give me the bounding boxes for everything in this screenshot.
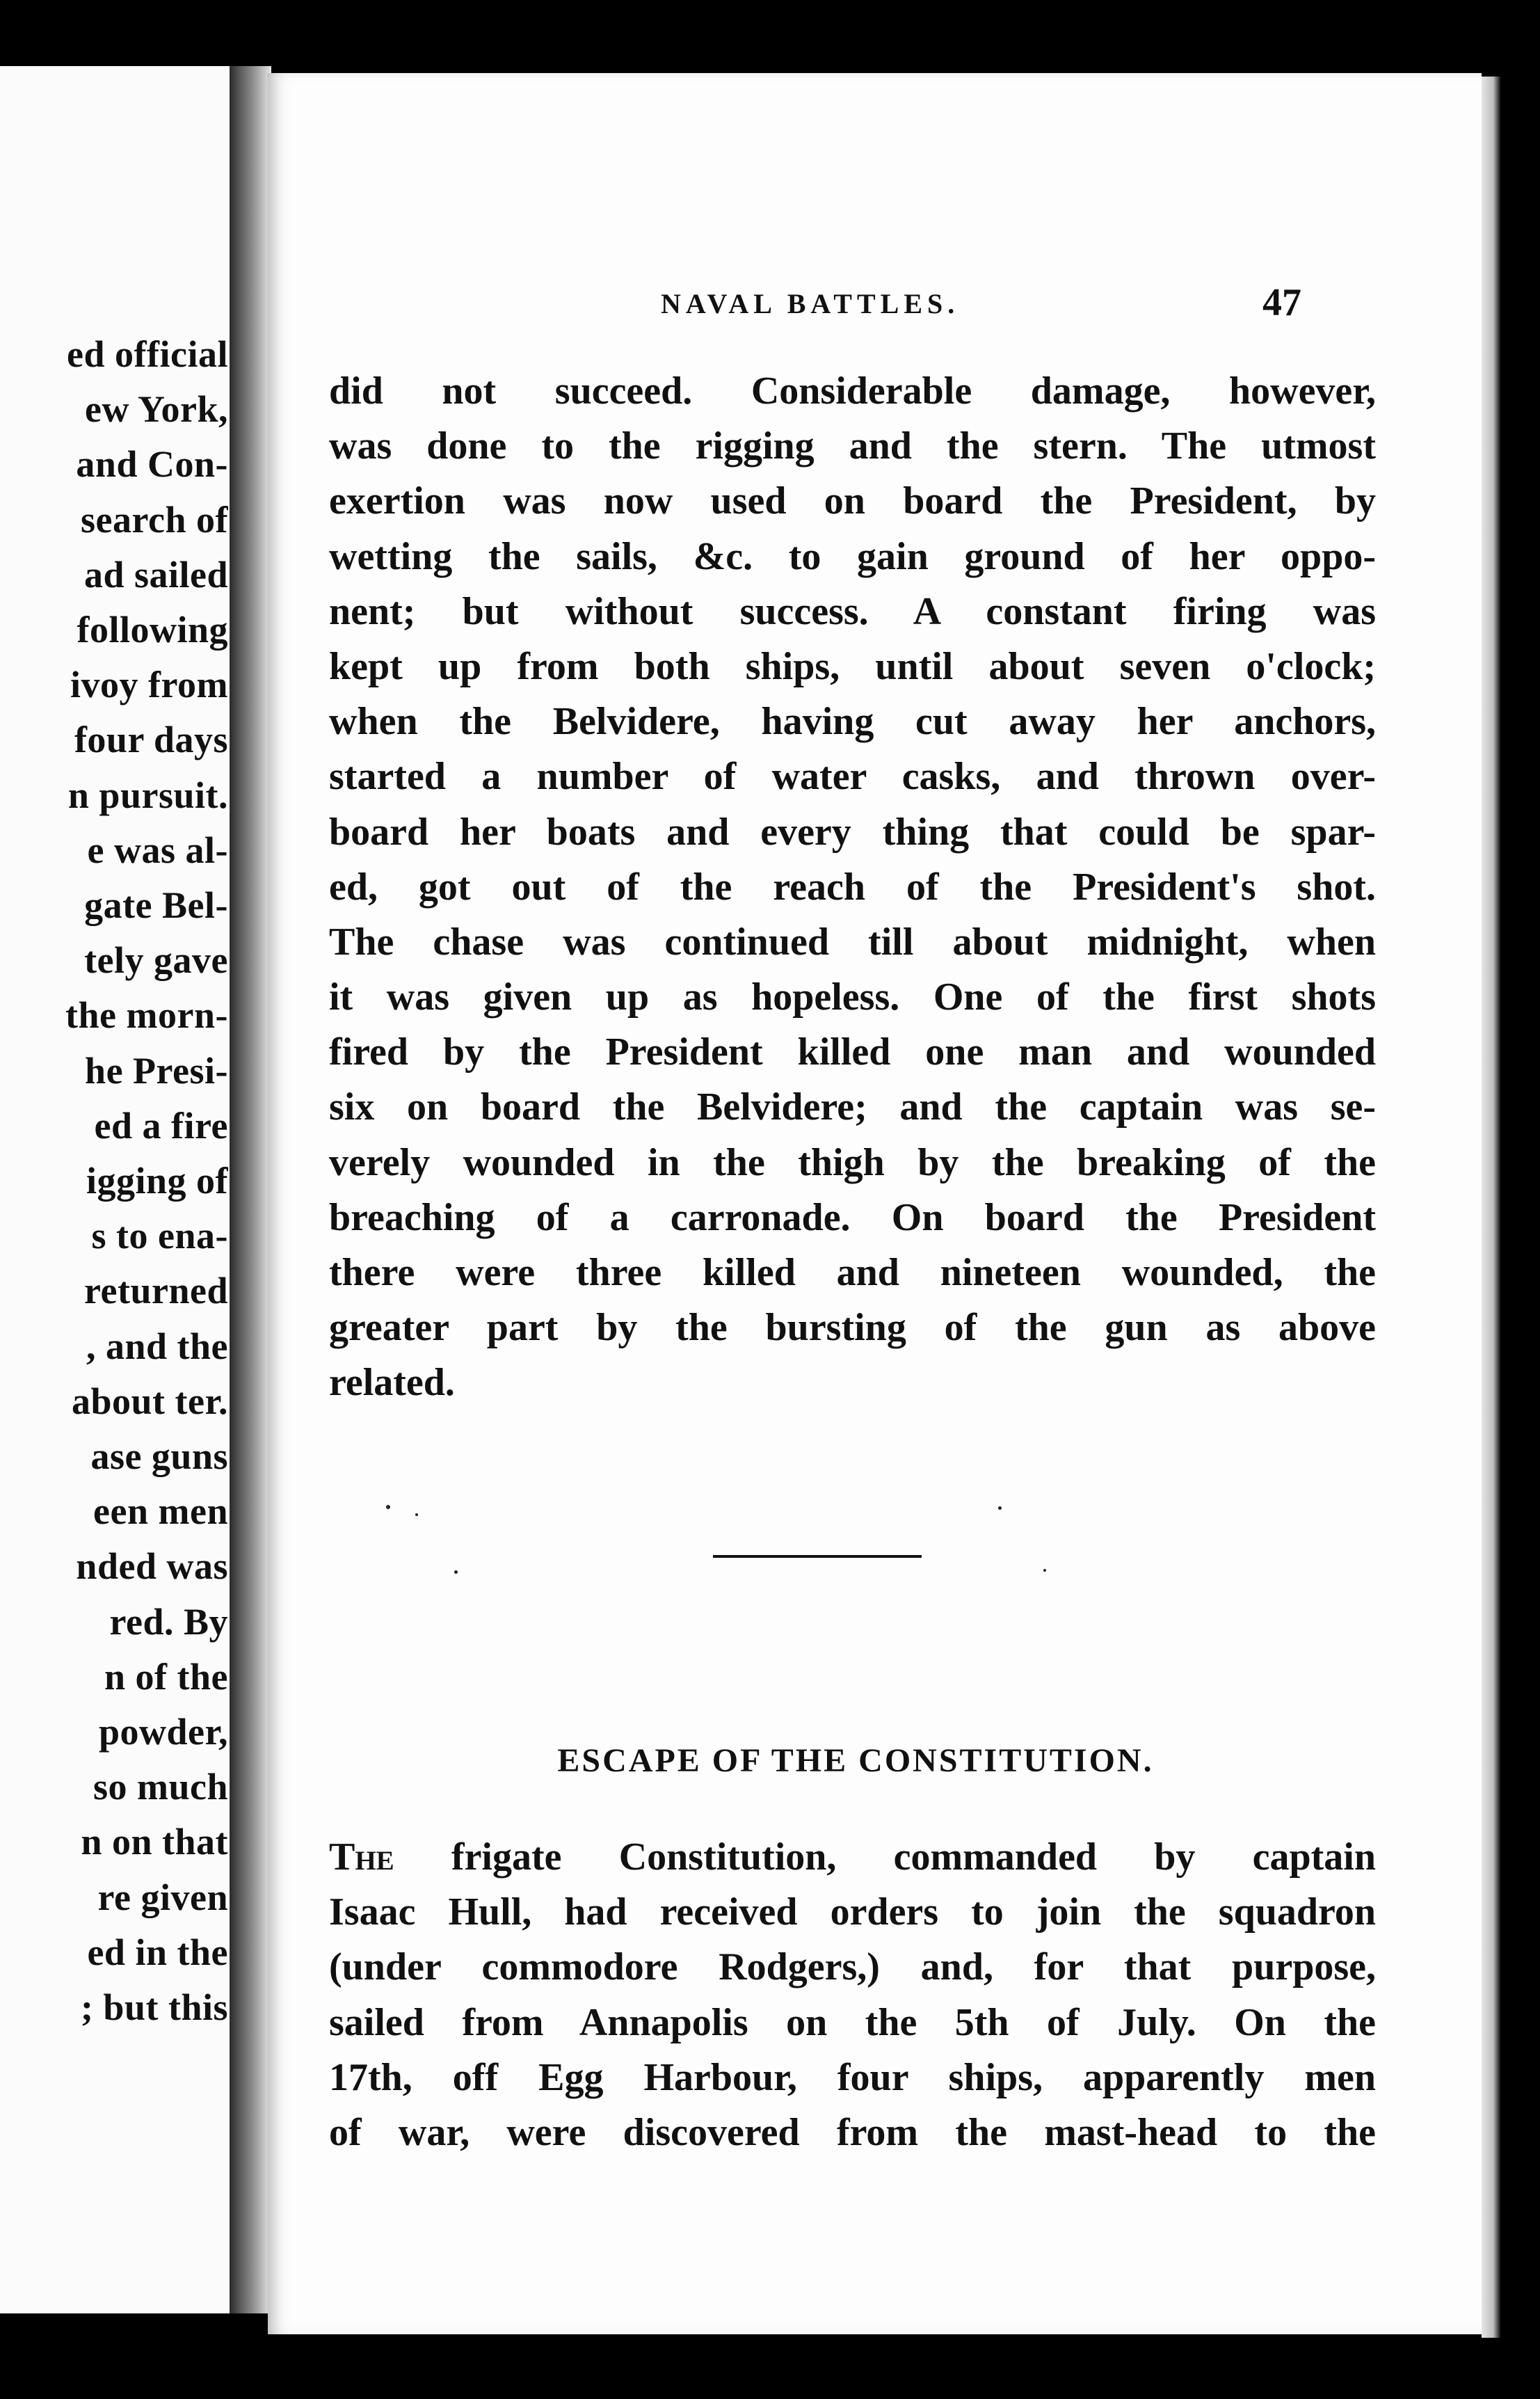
facing-page-text — [65, 327, 228, 2035]
text-line: 17th, off Egg Harbour, four ships, apparently men — [329, 2055, 1376, 2099]
section-divider-rule — [713, 1555, 922, 1558]
facing-line: ase guns — [90, 1435, 228, 1478]
first-line-rest: frigate Constitution, commanded by captain — [394, 1835, 1376, 1879]
facing-line: e was al- — [87, 829, 228, 871]
facing-line: search of — [81, 498, 228, 541]
running-head — [268, 280, 1482, 336]
paragraph-constitution — [329, 1830, 1376, 2160]
facing-line: re given — [97, 1876, 228, 1918]
facing-line: tely gave — [84, 939, 228, 982]
facing-line: ew York, — [85, 388, 228, 431]
text-line: (under commodore Rodgers,) and, for that purpose, — [329, 1945, 1376, 1989]
facing-line: ed a fire — [94, 1104, 228, 1147]
text-line-first — [329, 1830, 1376, 1885]
page-edge — [1482, 77, 1501, 2338]
text-line: ed, got out of the reach of the President's shot. — [329, 865, 1376, 909]
book-gutter — [230, 66, 271, 2313]
facing-line: igging of — [86, 1160, 228, 1202]
facing-line: following — [77, 609, 228, 651]
main-page — [268, 73, 1482, 2334]
text-line: did not succeed. Considerable damage, however, — [329, 369, 1376, 413]
facing-line: ivoy from — [70, 664, 228, 706]
facing-line: n of the — [104, 1655, 228, 1698]
facing-line: so much — [93, 1766, 228, 1808]
facing-line: een men — [93, 1490, 228, 1533]
text-line: nent; but without success. A constant firing was — [329, 589, 1376, 633]
facing-line: gate Bel- — [84, 884, 228, 927]
scan-speck — [415, 1513, 418, 1516]
scan-speck — [1043, 1569, 1046, 1572]
text-line: related. — [329, 1361, 455, 1405]
text-line: The chase was continued till about midnight, when — [329, 920, 1376, 964]
scan-speck — [454, 1570, 458, 1574]
facing-line: he Presi- — [85, 1049, 228, 1092]
facing-line: ed official — [67, 333, 228, 375]
facing-line: powder, — [98, 1711, 228, 1753]
facing-line: ad sailed — [83, 553, 228, 596]
text-line: wetting the sails, &c. to gain ground of her oppo- — [329, 534, 1376, 578]
text-line: six on board the Belvidere; and the captain was se- — [329, 1085, 1376, 1129]
text-line: when the Belvidere, having cut away her anchors, — [329, 700, 1376, 744]
facing-line: nded was — [76, 1545, 228, 1588]
running-title: NAVAL BATTLES. — [661, 288, 960, 319]
text-line: board her boats and every thing that could be spar- — [329, 810, 1376, 854]
facing-line: returned — [84, 1270, 228, 1312]
facing-line: n pursuit. — [67, 774, 228, 816]
text-line: fired by the President killed one man and wounded — [329, 1030, 1376, 1074]
facing-line: ; but this — [80, 1986, 228, 2029]
scan-speck — [998, 1506, 1002, 1510]
text-line: verely wounded in the thigh by the breaking of the — [329, 1140, 1376, 1184]
paragraph-lead-word: The — [329, 1835, 394, 1879]
text-line: kept up from both ships, until about seven o'clock; — [329, 644, 1376, 688]
page-number: 47 — [1262, 281, 1301, 324]
section-heading: ESCAPE OF THE CONSTITUTION. — [557, 1742, 1154, 1779]
facing-line: four days — [74, 719, 228, 761]
text-line: was done to the rigging and the stern. The utmost — [329, 424, 1376, 468]
text-line: sailed from Annapolis on the 5th of July. On the — [329, 2000, 1376, 2044]
facing-line: and Con- — [76, 443, 228, 486]
facing-line: s to ena- — [91, 1215, 228, 1257]
text-line: Isaac Hull, had received orders to join the squadron — [329, 1890, 1376, 1934]
facing-page-fragment — [0, 66, 236, 2313]
text-line: breaching of a carronade. On board the President — [329, 1195, 1376, 1239]
text-line: exertion was now used on board the President, by — [329, 479, 1376, 523]
text-line: greater part by the bursting of the gun as above — [329, 1306, 1376, 1350]
text-line: it was given up as hopeless. One of the first shots — [329, 975, 1376, 1019]
facing-line: n on that — [81, 1821, 228, 1863]
scan-speck — [386, 1505, 390, 1509]
facing-line: ed in the — [87, 1931, 228, 1973]
facing-line: red. By — [109, 1600, 228, 1643]
facing-line: about ter. — [71, 1380, 228, 1422]
text-line: of war, were discovered from the mast-head to the — [329, 2110, 1376, 2154]
text-line: started a number of water casks, and thrown over- — [329, 755, 1376, 799]
facing-line: the morn- — [65, 994, 228, 1037]
text-line: there were three killed and nineteen wounded, the — [329, 1251, 1376, 1294]
paragraph-president-belvidere — [329, 364, 1376, 1411]
facing-line: , and the — [86, 1325, 228, 1367]
